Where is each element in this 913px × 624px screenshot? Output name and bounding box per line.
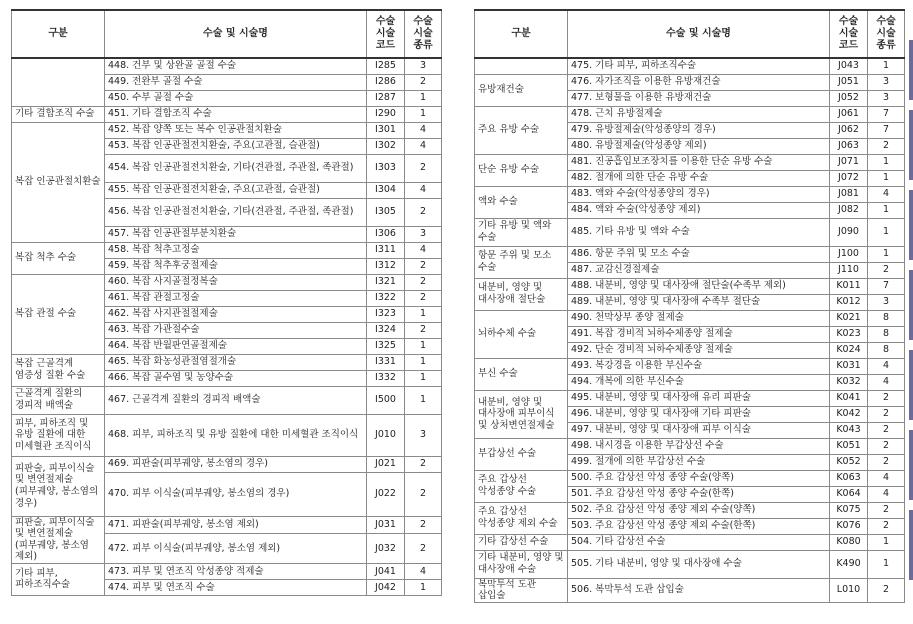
table-row	[475, 470, 905, 486]
side-tab-marker	[909, 430, 913, 500]
category-cell: 유방재건술	[475, 74, 568, 106]
procedure-code-cell: K032	[830, 374, 868, 390]
category-cell	[12, 58, 105, 106]
table-row	[475, 106, 905, 122]
side-tab-marker	[909, 190, 913, 260]
procedure-name-cell: 497. 내분비, 영양 및 대사장애 피부 이식술	[568, 422, 830, 438]
category-cell: 기타 내분비, 영양 및 대사장애 수술	[475, 550, 568, 578]
procedure-types-cell: 3	[405, 58, 442, 74]
procedure-code-cell: J042	[367, 579, 405, 595]
procedure-name-cell: 504. 기타 갑상선 수술	[568, 534, 830, 550]
side-tab-marker	[909, 510, 913, 580]
procedure-code-cell: J063	[830, 138, 868, 154]
procedure-code-cell: J090	[830, 218, 868, 246]
procedure-code-cell: K041	[830, 390, 868, 406]
table-row	[12, 122, 442, 138]
procedure-code-cell: J051	[830, 74, 868, 90]
procedure-code-cell: J071	[830, 154, 868, 170]
category-cell: 피판술, 피부이식술 및 변연절제술(피부궤양, 봉소염의 경우)	[12, 456, 105, 516]
category-cell: 복잡 근골격계 염증성 질환 수술	[12, 354, 105, 386]
procedure-code-cell: K021	[830, 310, 868, 326]
procedure-name-cell: 473. 피부 및 연조직 악성종양 적제술	[105, 563, 367, 579]
procedure-name-cell: 463. 복잡 가관절수술	[105, 322, 367, 338]
procedure-types-cell: 2	[405, 198, 442, 226]
procedure-name-cell: 503. 주요 갑상선 악성 종양 제외 수술(한쪽)	[568, 518, 830, 534]
procedure-code-cell: J021	[367, 456, 405, 472]
procedure-code-cell: K042	[830, 406, 868, 422]
procedure-code-cell: K051	[830, 438, 868, 454]
procedure-name-cell: 453. 복잡 인공관절전치환술, 주요(고관절, 슬관절)	[105, 138, 367, 154]
procedure-code-cell: K031	[830, 358, 868, 374]
procedure-name-cell: 457. 복잡 인공관절부분치환술	[105, 226, 367, 242]
procedure-code-cell: J010	[367, 414, 405, 456]
procedure-name-cell: 486. 항문 주위 및 모소 수술	[568, 246, 830, 262]
side-tab-marker	[909, 350, 913, 420]
procedure-name-cell: 489. 내분비, 영양 및 대사장애 수족부 절단술	[568, 294, 830, 310]
procedure-types-cell: 3	[405, 414, 442, 456]
procedure-code-cell: J031	[367, 516, 405, 533]
category-cell: 기타 갑상선 수술	[475, 534, 568, 550]
procedure-types-cell: 1	[868, 534, 905, 550]
procedure-name-cell: 500. 주요 갑상선 악성 종양 수술(양쪽)	[568, 470, 830, 486]
procedure-types-cell: 1	[405, 579, 442, 595]
procedure-code-cell: I285	[367, 58, 405, 74]
procedure-types-cell: 7	[868, 122, 905, 138]
procedure-rows	[475, 58, 905, 602]
procedure-types-cell: 8	[868, 310, 905, 326]
table-row	[475, 246, 905, 262]
table-row	[12, 354, 442, 370]
procedure-name-cell: 491. 복잡 경비적 뇌하수체종양 절제술	[568, 326, 830, 342]
procedure-name-cell: 460. 복잡 사지골절정복술	[105, 274, 367, 290]
procedure-types-cell: 3	[868, 90, 905, 106]
procedure-types-cell: 1	[868, 58, 905, 74]
procedure-name-cell: 464. 복잡 반월판연골절제술	[105, 338, 367, 354]
procedure-code-cell: K080	[830, 534, 868, 550]
procedure-code-cell: I304	[367, 182, 405, 198]
procedure-types-cell: 1	[405, 386, 442, 414]
procedure-code-cell: K052	[830, 454, 868, 470]
procedure-types-cell: 3	[868, 74, 905, 90]
table-row	[12, 563, 442, 579]
procedure-code-cell: K043	[830, 422, 868, 438]
procedure-code-cell: K023	[830, 326, 868, 342]
procedure-name-cell: 448. 건부 및 상완골 골절 수술	[105, 58, 367, 74]
table-row	[475, 186, 905, 202]
procedure-name-cell: 506. 복막투석 도관 삽입술	[568, 578, 830, 602]
procedure-name-cell: 477. 보형물을 이용한 유방재건술	[568, 90, 830, 106]
procedure-name-cell: 478. 근치 유방절제술	[568, 106, 830, 122]
procedure-types-cell: 2	[405, 533, 442, 563]
procedure-types-cell: 2	[405, 322, 442, 338]
procedure-rows	[12, 58, 442, 595]
category-cell: 내분비, 영양 및 대사장애 피부이식 및 상처변연절제술	[475, 390, 568, 438]
procedure-types-cell: 2	[405, 74, 442, 90]
procedure-types-cell: 2	[405, 154, 442, 182]
procedure-code-cell: K076	[830, 518, 868, 534]
table-row	[12, 274, 442, 290]
procedure-code-cell: K064	[830, 486, 868, 502]
procedure-code-cell: K063	[830, 470, 868, 486]
procedure-code-cell: I302	[367, 138, 405, 154]
procedure-code-cell: I303	[367, 154, 405, 182]
procedure-table-right	[474, 9, 905, 603]
procedure-code-cell: J041	[367, 563, 405, 579]
procedure-types-cell: 7	[868, 106, 905, 122]
procedure-name-cell: 493. 복강경을 이용한 부신수술	[568, 358, 830, 374]
procedure-types-cell: 1	[405, 370, 442, 386]
header-row	[475, 10, 905, 58]
header-code: 수술 시술 코드	[367, 10, 405, 58]
header-category: 구분	[12, 10, 105, 58]
procedure-name-cell: 502. 주요 갑상선 악성 종양 제외 수술(양쪽)	[568, 502, 830, 518]
procedure-name-cell: 450. 수부 골절 수술	[105, 90, 367, 106]
table-row	[12, 106, 442, 122]
procedure-types-cell: 1	[868, 550, 905, 578]
procedure-name-cell: 490. 천막상부 종양 절제술	[568, 310, 830, 326]
category-cell: 기타 피부, 피하조직수술	[12, 563, 105, 595]
procedure-types-cell: 8	[868, 342, 905, 358]
procedure-name-cell: 496. 내분비, 영양 및 대사장애 기타 피판술	[568, 406, 830, 422]
procedure-name-cell: 501. 주요 갑상선 악성 종양 수술(한쪽)	[568, 486, 830, 502]
procedure-name-cell: 458. 복잡 척추고정술	[105, 242, 367, 258]
procedure-name-cell: 485. 기타 유방 및 액와 수술	[568, 218, 830, 246]
procedure-types-cell: 4	[868, 358, 905, 374]
procedure-types-cell: 1	[405, 354, 442, 370]
side-tab-marker	[909, 270, 913, 340]
procedure-name-cell: 469. 피판술(피부궤양, 봉소염의 경우)	[105, 456, 367, 472]
procedure-name-cell: 480. 유방절제술(악성종양 제외)	[568, 138, 830, 154]
header-row	[12, 10, 442, 58]
procedure-name-cell: 470. 피부 이식술(피부궤양, 봉소염의 경우)	[105, 472, 367, 516]
procedure-name-cell: 449. 전완부 골절 수술	[105, 74, 367, 90]
procedure-code-cell: I311	[367, 242, 405, 258]
procedure-types-cell: 1	[868, 246, 905, 262]
procedure-name-cell: 484. 액와 수술(악성종양 제외)	[568, 202, 830, 218]
procedure-name-cell: 494. 개복에 의한 부신수술	[568, 374, 830, 390]
category-cell: 피부, 피하조직 및 유방 질환에 대한 미세혈관 조직이식	[12, 414, 105, 456]
procedure-code-cell: J032	[367, 533, 405, 563]
header-code: 수술 시술 코드	[830, 10, 868, 58]
procedure-types-cell: 1	[405, 306, 442, 322]
table-row	[475, 310, 905, 326]
procedure-types-cell: 4	[868, 374, 905, 390]
procedure-types-cell: 2	[868, 422, 905, 438]
procedure-name-cell: 471. 피판술(피부궤양, 봉소염 제외)	[105, 516, 367, 533]
procedure-name-cell: 468. 피부, 피하조직 및 유방 질환에 대한 미세혈관 조직이식	[105, 414, 367, 456]
procedure-code-cell: J082	[830, 202, 868, 218]
table-row	[475, 74, 905, 90]
procedure-code-cell: I321	[367, 274, 405, 290]
procedure-name-cell: 487. 교감신경절제술	[568, 262, 830, 278]
side-tab-marker	[909, 110, 913, 180]
procedure-code-cell: J110	[830, 262, 868, 278]
procedure-types-cell: 7	[868, 278, 905, 294]
category-cell: 복막투석 도관 삽입술	[475, 578, 568, 602]
procedure-code-cell: J022	[367, 472, 405, 516]
procedure-name-cell: 476. 자가조직을 이용한 유방재건술	[568, 74, 830, 90]
table-row	[475, 390, 905, 406]
procedure-types-cell: 2	[868, 390, 905, 406]
procedure-types-cell: 4	[405, 138, 442, 154]
procedure-types-cell: 4	[405, 122, 442, 138]
procedure-name-cell: 451. 기타 결합조직 수술	[105, 106, 367, 122]
procedure-code-cell: I323	[367, 306, 405, 322]
header-category: 구분	[475, 10, 568, 58]
table-row	[475, 58, 905, 74]
procedure-types-cell: 8	[868, 326, 905, 342]
category-cell: 부신 수술	[475, 358, 568, 390]
procedure-code-cell: I312	[367, 258, 405, 274]
procedure-types-cell: 2	[405, 258, 442, 274]
procedure-types-cell: 2	[405, 274, 442, 290]
procedure-types-cell: 2	[405, 456, 442, 472]
category-cell: 항문 주위 및 모소 수술	[475, 246, 568, 278]
procedure-types-cell: 3	[405, 226, 442, 242]
procedure-code-cell: I331	[367, 354, 405, 370]
category-cell: 피판술, 피부이식술 및 변연절제술(피부궤양, 봉소염 제외)	[12, 516, 105, 563]
procedure-code-cell: J062	[830, 122, 868, 138]
category-cell: 내분비, 영양 및 대사장애 절단술	[475, 278, 568, 310]
procedure-name-cell: 505. 기타 내분비, 영양 및 대사장애 수술	[568, 550, 830, 578]
procedure-types-cell: 2	[868, 454, 905, 470]
procedure-name-cell: 466. 복잡 골수염 및 농양수술	[105, 370, 367, 386]
category-cell: 주요 갑상선 악성종양 수술	[475, 470, 568, 502]
procedure-code-cell: I287	[367, 90, 405, 106]
procedure-name-cell: 483. 액와 수술(악성종양의 경우)	[568, 186, 830, 202]
table-row	[475, 438, 905, 454]
table-row	[12, 58, 442, 74]
procedure-name-cell: 452. 복잡 양쪽 또는 복수 인공관절치환술	[105, 122, 367, 138]
table-row	[475, 218, 905, 246]
procedure-name-cell: 498. 내시경을 이용한 부갑상선 수술	[568, 438, 830, 454]
procedure-name-cell: 475. 기타 피부, 피하조직수술	[568, 58, 830, 74]
procedure-types-cell: 4	[405, 563, 442, 579]
table-row	[475, 534, 905, 550]
category-cell: 복잡 척추 수술	[12, 242, 105, 274]
procedure-code-cell: K075	[830, 502, 868, 518]
procedure-name-cell: 467. 근골격계 질환의 경피적 배액술	[105, 386, 367, 414]
procedure-code-cell: J081	[830, 186, 868, 202]
procedure-code-cell: I305	[367, 198, 405, 226]
table-row	[475, 578, 905, 602]
header-name: 수술 및 시술명	[568, 10, 830, 58]
procedure-name-cell: 459. 복잡 척추후궁절제술	[105, 258, 367, 274]
procedure-name-cell: 461. 복잡 관절고정술	[105, 290, 367, 306]
table-row	[475, 154, 905, 170]
procedure-code-cell: I325	[367, 338, 405, 354]
procedure-table-left	[11, 9, 442, 596]
table-row	[12, 516, 442, 533]
procedure-code-cell: I324	[367, 322, 405, 338]
procedure-name-cell: 454. 복잡 인공관절전치환술, 기타(견관절, 주관절, 족관절)	[105, 154, 367, 182]
category-cell: 기타 결합조직 수술	[12, 106, 105, 122]
procedure-types-cell: 1	[868, 154, 905, 170]
procedure-name-cell: 462. 복잡 사지관절절제술	[105, 306, 367, 322]
procedure-code-cell: I500	[367, 386, 405, 414]
procedure-types-cell: 4	[868, 470, 905, 486]
procedure-types-cell: 2	[405, 516, 442, 533]
procedure-code-cell: I290	[367, 106, 405, 122]
procedure-types-cell: 1	[405, 106, 442, 122]
procedure-name-cell: 474. 피부 및 연조직 수술	[105, 579, 367, 595]
procedure-code-cell: J052	[830, 90, 868, 106]
procedure-types-cell: 2	[868, 502, 905, 518]
procedure-name-cell: 488. 내분비, 영양 및 대사장애 절단술(수족부 제외)	[568, 278, 830, 294]
procedure-types-cell: 2	[868, 138, 905, 154]
category-cell: 액와 수술	[475, 186, 568, 218]
procedure-code-cell: I286	[367, 74, 405, 90]
procedure-name-cell: 481. 진공흡입보조장치를 이용한 단순 유방 수술	[568, 154, 830, 170]
category-cell: 근골격계 질환의 경피적 배액술	[12, 386, 105, 414]
table-row	[12, 456, 442, 472]
procedure-types-cell: 2	[405, 472, 442, 516]
procedure-code-cell: K490	[830, 550, 868, 578]
table-row	[12, 386, 442, 414]
category-cell: 주요 유방 수술	[475, 106, 568, 154]
procedure-code-cell: L010	[830, 578, 868, 602]
table-row	[12, 242, 442, 258]
procedure-name-cell: 499. 절개에 의한 부갑상선 수술	[568, 454, 830, 470]
procedure-code-cell: J043	[830, 58, 868, 74]
header-types: 수술 시술 종류	[868, 10, 905, 58]
procedure-types-cell: 2	[868, 578, 905, 602]
header-types: 수술 시술 종류	[405, 10, 442, 58]
procedure-types-cell: 3	[868, 294, 905, 310]
procedure-name-cell: 482. 절개에 의한 단순 유방 수술	[568, 170, 830, 186]
procedure-code-cell: J100	[830, 246, 868, 262]
category-cell: 기타 유방 및 액와 수술	[475, 218, 568, 246]
procedure-name-cell: 495. 내분비, 영양 및 대사장애 유리 피판술	[568, 390, 830, 406]
procedure-name-cell: 456. 복잡 인공관절전치환술, 기타(견관절, 주관절, 족관절)	[105, 198, 367, 226]
procedure-name-cell: 455. 복잡 인공관절전치환술, 주요(고관절, 슬관절)	[105, 182, 367, 198]
procedure-types-cell: 2	[868, 438, 905, 454]
procedure-code-cell: I322	[367, 290, 405, 306]
procedure-types-cell: 4	[405, 242, 442, 258]
procedure-types-cell: 4	[868, 486, 905, 502]
procedure-name-cell: 479. 유방절제술(악성종양의 경우)	[568, 122, 830, 138]
procedure-types-cell: 4	[868, 186, 905, 202]
procedure-code-cell: I332	[367, 370, 405, 386]
procedure-types-cell: 1	[405, 90, 442, 106]
category-cell	[475, 58, 568, 74]
table-row	[475, 358, 905, 374]
category-cell: 복잡 관절 수술	[12, 274, 105, 354]
category-cell: 복잡 인공관절치환술	[12, 122, 105, 242]
procedure-types-cell: 1	[405, 338, 442, 354]
procedure-code-cell: K011	[830, 278, 868, 294]
procedure-types-cell: 1	[868, 218, 905, 246]
procedure-types-cell: 2	[868, 262, 905, 278]
procedure-types-cell: 2	[868, 518, 905, 534]
header-name: 수술 및 시술명	[105, 10, 367, 58]
table-row	[475, 502, 905, 518]
procedure-types-cell: 1	[868, 170, 905, 186]
table-row	[12, 414, 442, 456]
procedure-code-cell: K024	[830, 342, 868, 358]
category-cell: 뇌하수체 수술	[475, 310, 568, 358]
procedure-types-cell: 4	[405, 182, 442, 198]
procedure-name-cell: 492. 단순 경비적 뇌하수체종양 절제술	[568, 342, 830, 358]
category-cell: 부갑상선 수술	[475, 438, 568, 470]
category-cell: 단순 유방 수술	[475, 154, 568, 186]
procedure-code-cell: J072	[830, 170, 868, 186]
procedure-code-cell: I306	[367, 226, 405, 242]
table-row	[475, 550, 905, 578]
procedure-types-cell: 2	[868, 406, 905, 422]
category-cell: 주요 갑상선 악성종양 제외 수술	[475, 502, 568, 534]
procedure-code-cell: K012	[830, 294, 868, 310]
procedure-name-cell: 472. 피부 이식술(피부궤양, 봉소염 제외)	[105, 533, 367, 563]
side-tab-marker	[909, 40, 913, 100]
procedure-types-cell: 1	[868, 202, 905, 218]
procedure-code-cell: J061	[830, 106, 868, 122]
procedure-types-cell: 2	[405, 290, 442, 306]
procedure-code-cell: I301	[367, 122, 405, 138]
procedure-name-cell: 465. 복잡 화농성관절염절개술	[105, 354, 367, 370]
table-row	[475, 278, 905, 294]
